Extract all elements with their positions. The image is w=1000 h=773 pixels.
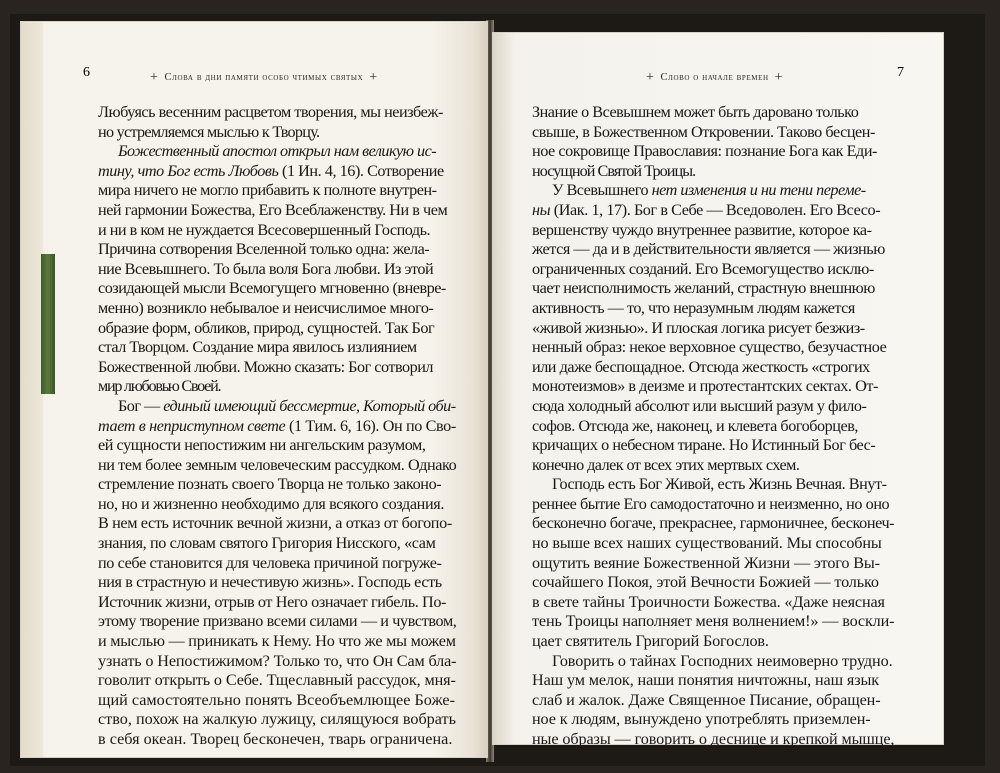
text-run: конечно далек от всех этих мертвых схем. bbox=[532, 455, 800, 474]
text-run: этому творение призвано всеми силами — и чувством, bbox=[98, 612, 457, 631]
text-line bbox=[532, 338, 894, 358]
text-line bbox=[532, 319, 894, 339]
text-run: Господь есть Бог Живой, есть Жизнь Вечная. Внут- bbox=[552, 475, 887, 494]
left-running-head bbox=[144, 69, 384, 85]
right-page-number: 7 bbox=[897, 65, 904, 80]
text-line bbox=[98, 279, 456, 299]
text-run: ненный образ: некое верховное существо, безучастное bbox=[532, 338, 887, 357]
text-line bbox=[532, 593, 894, 613]
right-running-head bbox=[640, 69, 789, 85]
text-line bbox=[532, 103, 894, 123]
text-run: активность — то, что неразумным людям кажется bbox=[532, 298, 855, 317]
text-run: цает святитель Григорий Богослов. bbox=[532, 632, 769, 651]
text-run: свыше, в Божественном Откровении. Таково бесцен- bbox=[532, 122, 875, 141]
cross-ornament-icon: + bbox=[774, 70, 784, 85]
text-line bbox=[98, 710, 456, 730]
right-running-head-title: Слово о начале времен bbox=[660, 72, 769, 83]
text-line bbox=[98, 319, 456, 339]
text-line bbox=[532, 142, 894, 162]
left-page-text bbox=[98, 103, 456, 750]
text-line bbox=[98, 691, 456, 711]
text-line bbox=[532, 554, 894, 574]
text-run: бесконечно богаче, прекраснее, гармоничнее, бесконеч- bbox=[532, 514, 895, 533]
text-run: ощутить веяние Божественной Жизни — этого Вы- bbox=[532, 553, 880, 572]
italic-quote: единый имеющий бессмертие, Который оби- bbox=[163, 396, 456, 415]
text-line bbox=[532, 534, 894, 554]
text-line bbox=[532, 221, 894, 241]
text-line bbox=[98, 397, 456, 417]
text-line bbox=[98, 260, 456, 280]
text-run: (1 Ин. 4, 16). Сотворение bbox=[278, 161, 444, 180]
italic-quote: ны bbox=[532, 200, 551, 219]
text-line bbox=[532, 201, 894, 221]
text-line bbox=[98, 358, 456, 378]
text-run: вершенству чуждо внутреннее развитие, которое ка- bbox=[532, 220, 872, 239]
text-line bbox=[532, 162, 894, 182]
cross-ornament-icon: + bbox=[646, 70, 655, 85]
text-line bbox=[98, 201, 456, 221]
text-run: реннее бытие Его самодостаточно и неизменно, но оно bbox=[532, 494, 890, 513]
text-line bbox=[98, 534, 456, 554]
text-line bbox=[98, 299, 456, 319]
text-line bbox=[98, 495, 456, 515]
text-line bbox=[98, 632, 456, 652]
text-line bbox=[532, 710, 894, 730]
text-run: Божественной любви. Можно сказать: Бог сотворил bbox=[98, 357, 433, 376]
cross-ornament-icon: + bbox=[369, 70, 378, 85]
text-line bbox=[98, 142, 456, 162]
text-run: но выше всех наших существований. Мы способны bbox=[532, 534, 882, 553]
text-run: менно) возникло небывалое и неисчислимое много- bbox=[98, 298, 434, 317]
text-line bbox=[98, 103, 456, 123]
text-line bbox=[98, 436, 456, 456]
text-line bbox=[532, 260, 894, 280]
text-line bbox=[98, 456, 456, 476]
text-run: в свете тайны Троичности Божества. «Даже неясная bbox=[532, 592, 885, 611]
text-run: созидающей мысли Всемогущего мгновенно (вневре- bbox=[98, 279, 446, 298]
text-run: чает неисполнимость желаний, страстную внешнюю bbox=[532, 279, 875, 298]
text-line bbox=[98, 671, 456, 691]
text-line bbox=[532, 299, 894, 319]
text-line bbox=[98, 162, 456, 182]
cross-ornament-icon: + bbox=[150, 70, 159, 85]
text-run: тень Троицы наполняет меня волнением!» — воскли- bbox=[532, 612, 895, 631]
italic-quote: тает в неприступном свете bbox=[98, 416, 286, 435]
text-line bbox=[98, 573, 456, 593]
text-line bbox=[98, 123, 456, 143]
text-run: Говорить о тайнах Господних неимоверно трудно. bbox=[552, 651, 893, 670]
left-page-number: 6 bbox=[83, 65, 90, 80]
text-line bbox=[532, 417, 894, 437]
right-page-text bbox=[532, 103, 894, 750]
text-run: Причина сотворения Вселенной только одна: жела- bbox=[98, 240, 430, 259]
text-run: Бог — bbox=[118, 396, 164, 415]
text-run: мира ничего не могло прибавить к полноте внутрен- bbox=[98, 181, 437, 200]
text-run: ней гармонии Божества, Его Всеблаженству. Ни в чем bbox=[98, 200, 448, 219]
text-line bbox=[532, 181, 894, 201]
text-run: ни тем более земным человеческим рассудком. Однако bbox=[98, 455, 457, 474]
text-line bbox=[532, 358, 894, 378]
left-page-edge bbox=[21, 22, 43, 757]
left-running-head-title: Слова в дни памяти особо чтимых святых bbox=[164, 72, 364, 83]
text-line bbox=[98, 377, 456, 397]
text-line bbox=[532, 652, 894, 672]
text-line bbox=[98, 652, 456, 672]
text-run: в себя океан. Творец бесконечен, тварь ограничена. bbox=[98, 730, 453, 748]
text-run: Источник жизни, отрыв от Него означает гибель. По- bbox=[98, 592, 447, 611]
text-run: «живой жизнью». И плоская логика рисует безжиз- bbox=[532, 318, 865, 337]
text-run: (1 Тим. 6, 16). Он по Сво- bbox=[285, 416, 456, 435]
text-run: У Всевышнего bbox=[552, 181, 652, 200]
text-line bbox=[98, 181, 456, 201]
text-run: щий самостоятельно понять Всеобъемлющее Боже- bbox=[98, 690, 455, 709]
text-run: ние Всевышнего. То была воля Бога любви. Из этой bbox=[98, 259, 434, 278]
text-line bbox=[532, 279, 894, 299]
text-line bbox=[98, 240, 456, 260]
text-run: ей сущности непостижим ни ангельским разумом, bbox=[98, 436, 426, 455]
text-run: и мыслью — приникать к Нему. Но что же мы можем bbox=[98, 632, 456, 651]
text-run: мир любовью Своей. bbox=[98, 377, 221, 396]
text-line bbox=[532, 377, 894, 397]
text-run: стал Творцом. Создание мира явилось излиянием bbox=[98, 338, 417, 357]
text-run: или даже беспощадное. Отсюда жесткость «строгих bbox=[532, 357, 870, 376]
text-run: ное к людям, вынуждено употреблять приземлен- bbox=[532, 710, 871, 729]
text-run: ограниченных созданий. Его Всемогущество исклю- bbox=[532, 259, 874, 278]
text-line bbox=[98, 338, 456, 358]
text-run: но устремляемся мыслью к Творцу. bbox=[98, 122, 320, 141]
text-run: (Иак. 1, 17). Бог в Себе — Вседоволен. Его Всесо- bbox=[550, 200, 881, 219]
text-line bbox=[532, 475, 894, 495]
text-line bbox=[98, 475, 456, 495]
text-line bbox=[532, 573, 894, 593]
text-run: говолит открыть о Себе. Тщеславный рассудок, мня- bbox=[98, 671, 456, 690]
text-run: носущной Святой Троицы. bbox=[532, 161, 696, 180]
text-run: ния в страстную и нечестивую жизнь». Господь есть bbox=[98, 573, 442, 592]
text-run: образие форм, обликов, природ, сущностей. Так Бог bbox=[98, 318, 435, 337]
text-line bbox=[98, 514, 456, 534]
text-run: узнать о Непостижимом? Только то, что Он Сам бла- bbox=[98, 651, 457, 670]
text-run: но, но и жизненно необходимо для всякого создания. bbox=[98, 494, 444, 513]
text-line bbox=[532, 691, 894, 711]
text-run: В нем есть источник вечной жизни, а отказ от богопо- bbox=[98, 514, 452, 533]
text-line bbox=[98, 593, 456, 613]
text-line bbox=[532, 123, 894, 143]
text-run: ные образы — говорить о деснице и крепкой мышце, bbox=[532, 730, 895, 748]
text-run: Любуясь весенним расцветом творения, мы неизбеж- bbox=[98, 103, 443, 121]
text-line bbox=[532, 514, 894, 534]
italic-quote: тину, что Бог есть Любовь bbox=[98, 161, 279, 180]
text-line bbox=[98, 612, 456, 632]
text-line bbox=[532, 436, 894, 456]
text-run: по себе становится для человека причиной погруже- bbox=[98, 553, 442, 572]
text-run: и ни в ком не нуждается Всесовершенный Господь. bbox=[98, 220, 431, 239]
text-run: сюда холодный абсолют или высший разум у фило- bbox=[532, 396, 867, 415]
text-line bbox=[98, 554, 456, 574]
text-line bbox=[532, 632, 894, 652]
text-run: ное сокровище Православия: познание Бога как Еди- bbox=[532, 142, 877, 161]
text-run: сочайшего Покоя, этой Вечности Божией — только bbox=[532, 573, 879, 592]
bookmark-ribbon bbox=[41, 254, 55, 394]
text-run: кричащих о небесном тиране. Но Истинный Бог бес- bbox=[532, 436, 876, 455]
text-line bbox=[532, 240, 894, 260]
text-run: софов. Отсюда же, наконец, и клевета богоборцев, bbox=[532, 416, 859, 435]
text-line bbox=[532, 671, 894, 691]
text-line bbox=[532, 495, 894, 515]
italic-quote: нет изменения и ни тени переме- bbox=[651, 181, 866, 200]
text-run: стремление познать своего Творца не только законо- bbox=[98, 475, 442, 494]
italic-quote: Божественный апостол открыл нам великую ис- bbox=[118, 142, 437, 161]
text-run: монотеизмов» в деизме и протестантских сектах. От- bbox=[532, 377, 878, 396]
text-line bbox=[98, 730, 456, 750]
text-run: знания, по словам святого Григория Нисского, «сам bbox=[98, 534, 436, 553]
text-run: слаб и жалок. Даже Священное Писание, обращен- bbox=[532, 690, 881, 709]
text-line bbox=[532, 397, 894, 417]
text-line bbox=[532, 456, 894, 476]
text-run: Знание о Всевышнем может быть даровано только bbox=[532, 103, 859, 121]
text-line bbox=[98, 221, 456, 241]
text-run: Наш ум мелок, наши понятия ничтожны, наш язык bbox=[532, 671, 880, 690]
text-line bbox=[532, 612, 894, 632]
text-run: жется — да и в действительности является — жизнью bbox=[532, 240, 885, 259]
text-run: ство, похож на жалкую лужицу, силящуюся вобрать bbox=[98, 710, 456, 729]
text-line bbox=[98, 417, 456, 437]
text-line bbox=[532, 730, 894, 750]
